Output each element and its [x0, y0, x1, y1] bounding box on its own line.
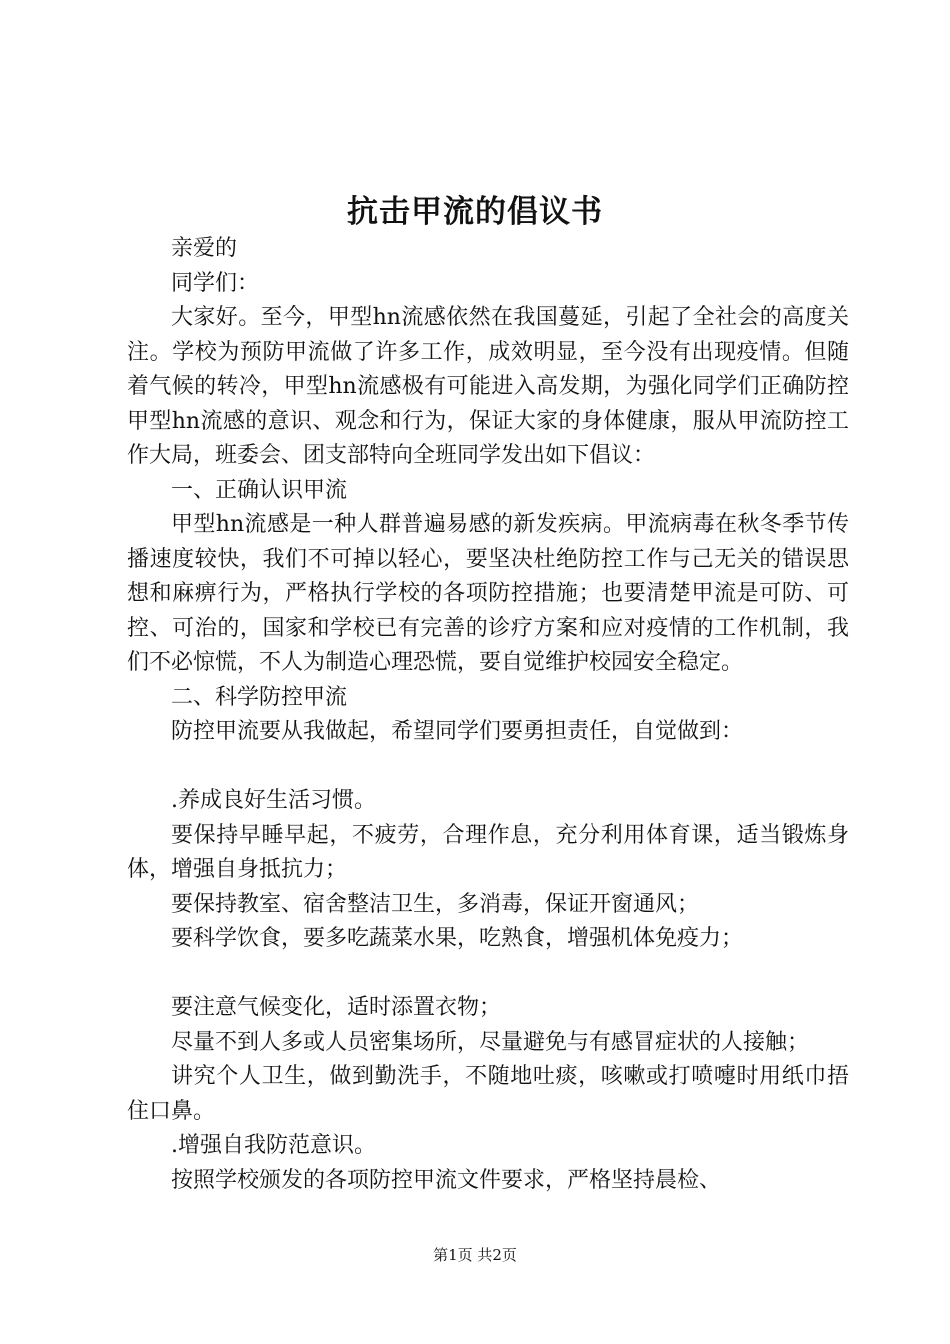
- section-heading-1: 一、正确认识甲流: [171, 477, 348, 503]
- habit-item-3: 要科学饮食，要多吃蔬菜水果，吃熟食，增强机体免疫力；: [171, 926, 744, 951]
- habit-item-4: 要注意气候变化，适时添置衣物；: [171, 995, 502, 1020]
- document-body: [127, 232, 849, 1198]
- salutation-line-2: 同学们：: [171, 270, 260, 296]
- blank-line: [127, 957, 849, 992]
- intro-paragraph: 大家好。至今，甲型hn流感依然在我国蔓延，引起了全社会的高度关注。学校为预防甲流做了许多工作，成效明显，至今没有出现疫情。但随着气候的转冷，甲型hn流感极有可能进入高发期，为强化同学们正确防控甲型hn流感的意识、观念和行为，保证大家的身体健康，服从甲流防控工作大局，班委会、团支部特向全班同学发出如下倡议：: [127, 305, 849, 468]
- habit-item-6: 讲究个人卫生，做到勤洗手，不随地吐痰，咳嗽或打喷嚏时用纸巾捂住口鼻。: [127, 1064, 849, 1124]
- document-title: 抗击甲流的倡议书: [347, 194, 603, 230]
- habit-item-1: 要保持早睡早起，不疲劳，合理作息，充分利用体育课，适当锻炼身体，增强自身抵抗力；: [127, 822, 849, 882]
- section-2-intro: 防控甲流要从我做起，希望同学们要勇担责任，自觉做到：: [171, 719, 744, 744]
- habit-item-2: 要保持教室、宿舍整洁卫生，多消毒，保证开窗通风；: [171, 891, 700, 917]
- blank-line: [127, 750, 849, 785]
- sub-heading-awareness: .增强自我防范意识。: [171, 1133, 376, 1158]
- sub-heading-habits: .养成良好生活习惯。: [171, 788, 376, 813]
- salutation-line-1: 亲爱的: [171, 236, 238, 261]
- awareness-paragraph: 按照学校颁发的各项防控甲流文件要求，严格坚持晨检、: [171, 1167, 722, 1193]
- section-heading-2: 二、科学防控甲流: [171, 684, 348, 710]
- page-number-footer: 第1页 共2页: [433, 1246, 517, 1264]
- habit-item-5: 尽量不到人多或人员密集场所，尽量避免与有感冒症状的人接触；: [171, 1029, 810, 1055]
- section-1-paragraph: 甲型hn流感是一种人群普遍易感的新发疾病。甲流病毒在秋冬季节传播速度较快，我们不可掉以轻心，要坚决杜绝防控工作与己无关的错误思想和麻痹行为，严格执行学校的各项防控措施；也要清楚甲流是可防、可控、可治的，国家和学校已有完善的诊疗方案和应对疫情的工作机制，我们不必惊慌，不人为制造心理恐慌，要自觉维护校园安全稳定。: [127, 512, 849, 675]
